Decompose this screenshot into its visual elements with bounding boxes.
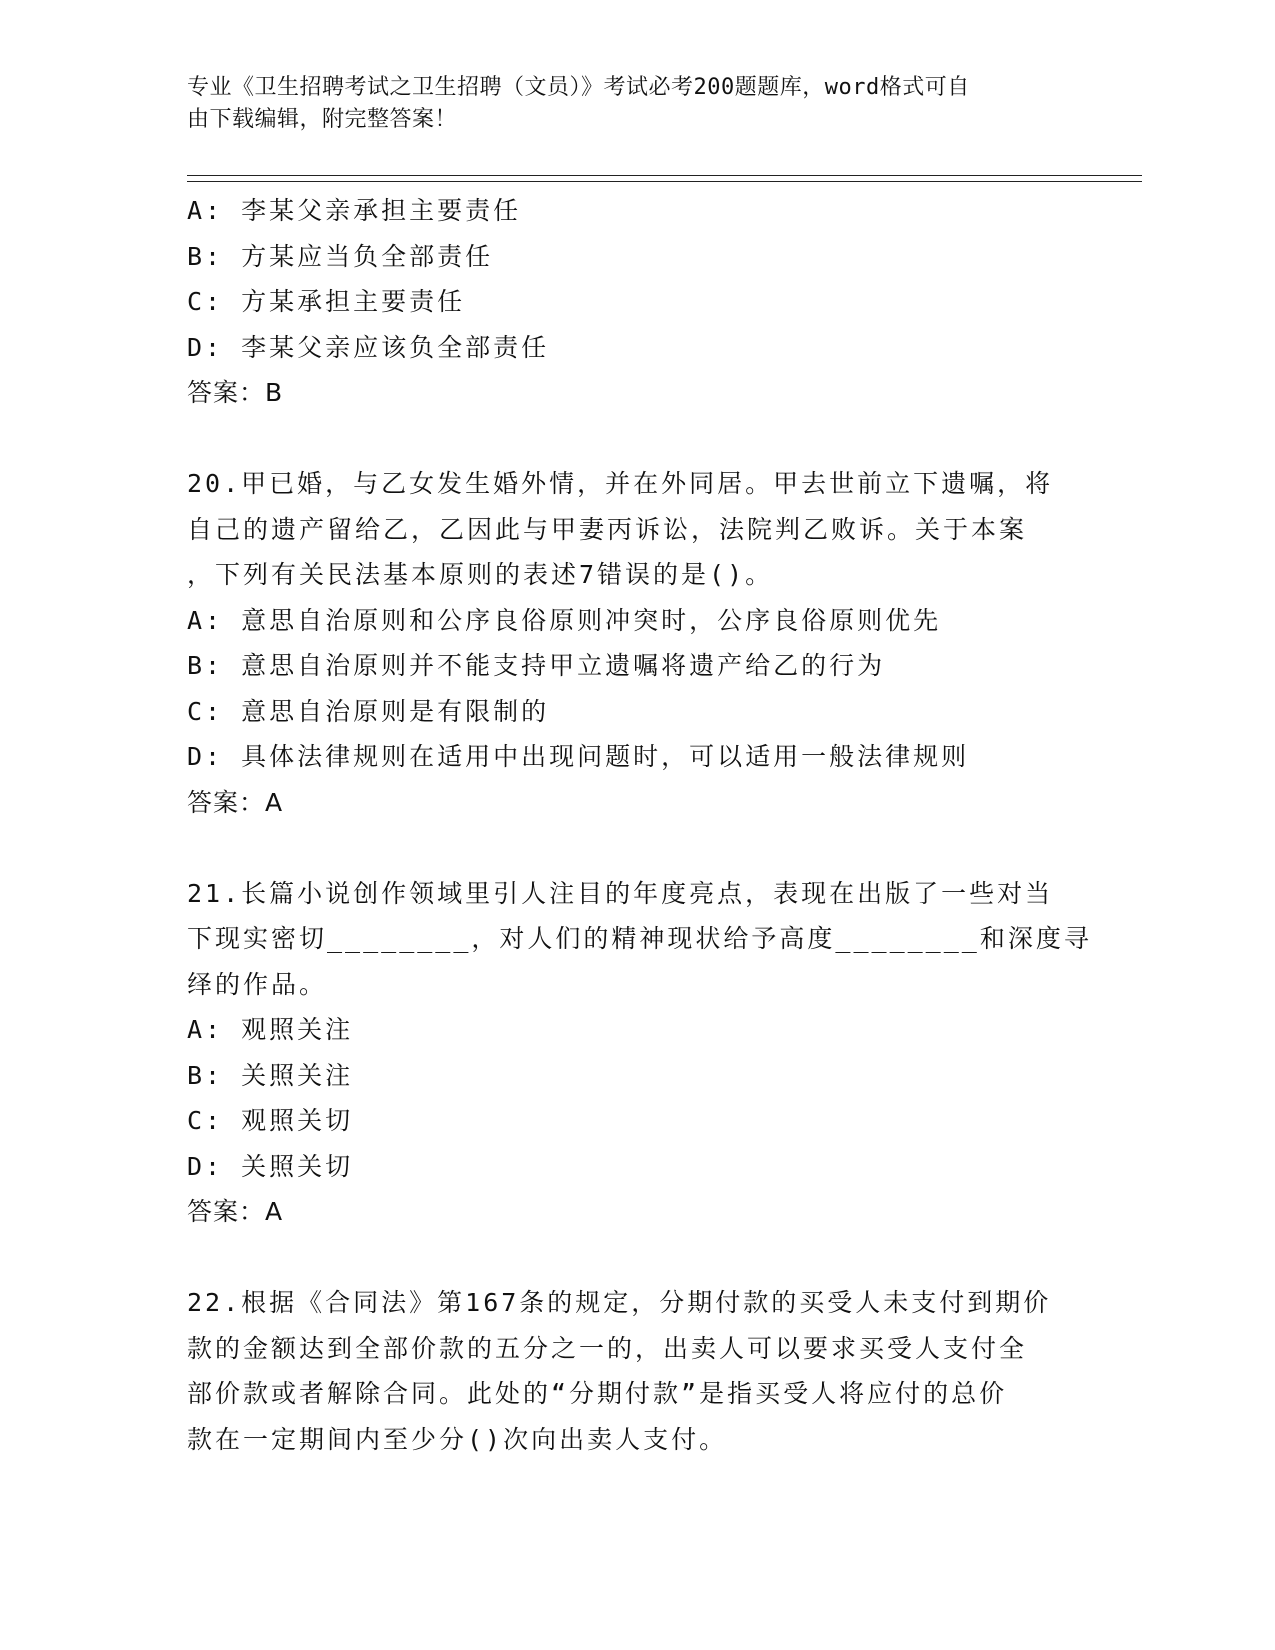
question-20 <box>187 461 1067 825</box>
question-stem-line: 款的金额达到全部价款的五分之一的，出卖人可以要求买受人支付全 <box>187 1333 1028 1363</box>
question-19 <box>187 188 1067 416</box>
question-stem-line: ，下列有关民法基本原则的表述7错误的是()。 <box>187 560 774 589</box>
option-c: C: 意思自治原则是有限制的 <box>187 696 550 726</box>
spacer <box>187 825 1067 871</box>
header-rule-bottom <box>187 181 1142 182</box>
option-c: C: 方某承担主要责任 <box>187 287 466 316</box>
question-stem-line: 绎的作品。 <box>187 969 328 999</box>
answer-line: 答案：A <box>187 1197 284 1226</box>
option-d: D: 李某父亲应该负全部责任 <box>187 332 550 362</box>
document-body <box>187 188 1092 1462</box>
answer-line: 答案：B <box>187 378 284 407</box>
header-rule-top <box>187 175 1142 176</box>
header-line-1: 专业《卫生招聘考试之卫生招聘（文员）》考试必考200题题库，word格式可自 <box>187 75 970 100</box>
question-stem-line: 部价款或者解除合同。此处的“分期付款”是指买受人将应付的总价 <box>187 1379 1008 1408</box>
option-a: A: 意思自治原则和公序良俗原则冲突时，公序良俗原则优先 <box>187 605 942 635</box>
header-line-2: 由下载编辑，附完整答案！ <box>187 107 458 132</box>
question-stem-line: 21.长篇小说创作领域里引人注目的年度亮点，表现在出版了一些对当 <box>187 878 1054 908</box>
question-21 <box>187 871 1092 1235</box>
option-c: C: 观照关切 <box>187 1106 354 1135</box>
option-b: B: 关照关注 <box>187 1060 354 1090</box>
spacer <box>187 416 1067 462</box>
question-stem-line: 自己的遗产留给乙，乙因此与甲妻丙诉讼，法院判乙败诉。关于本案 <box>187 514 1028 544</box>
option-d: D: 关照关切 <box>187 1151 354 1181</box>
question-stem-line: 22.根据《合同法》第167条的规定，分期付款的买受人未支付到期价 <box>187 1288 1052 1317</box>
option-a: A: 观照关注 <box>187 1015 354 1044</box>
question-stem-line: 下现实密切________，对人们的精神现状给予高度________和深度寻 <box>187 924 1092 953</box>
spacer <box>187 1235 1067 1281</box>
answer-line: 答案：A <box>187 787 284 817</box>
option-a: A: 李某父亲承担主要责任 <box>187 196 522 225</box>
option-b: B: 方某应当负全部责任 <box>187 241 494 271</box>
question-22 <box>187 1280 1067 1462</box>
question-stem-line: 款在一定期间内至少分()次向出卖人支付。 <box>187 1424 728 1454</box>
option-b: B: 意思自治原则并不能支持甲立遗嘱将遗产给乙的行为 <box>187 651 886 680</box>
option-d: D: 具体法律规则在适用中出现问题时，可以适用一般法律规则 <box>187 742 970 771</box>
document-header <box>187 72 1067 136</box>
question-stem-line: 20.甲已婚，与乙女发生婚外情，并在外同居。甲去世前立下遗嘱，将 <box>187 469 1054 498</box>
